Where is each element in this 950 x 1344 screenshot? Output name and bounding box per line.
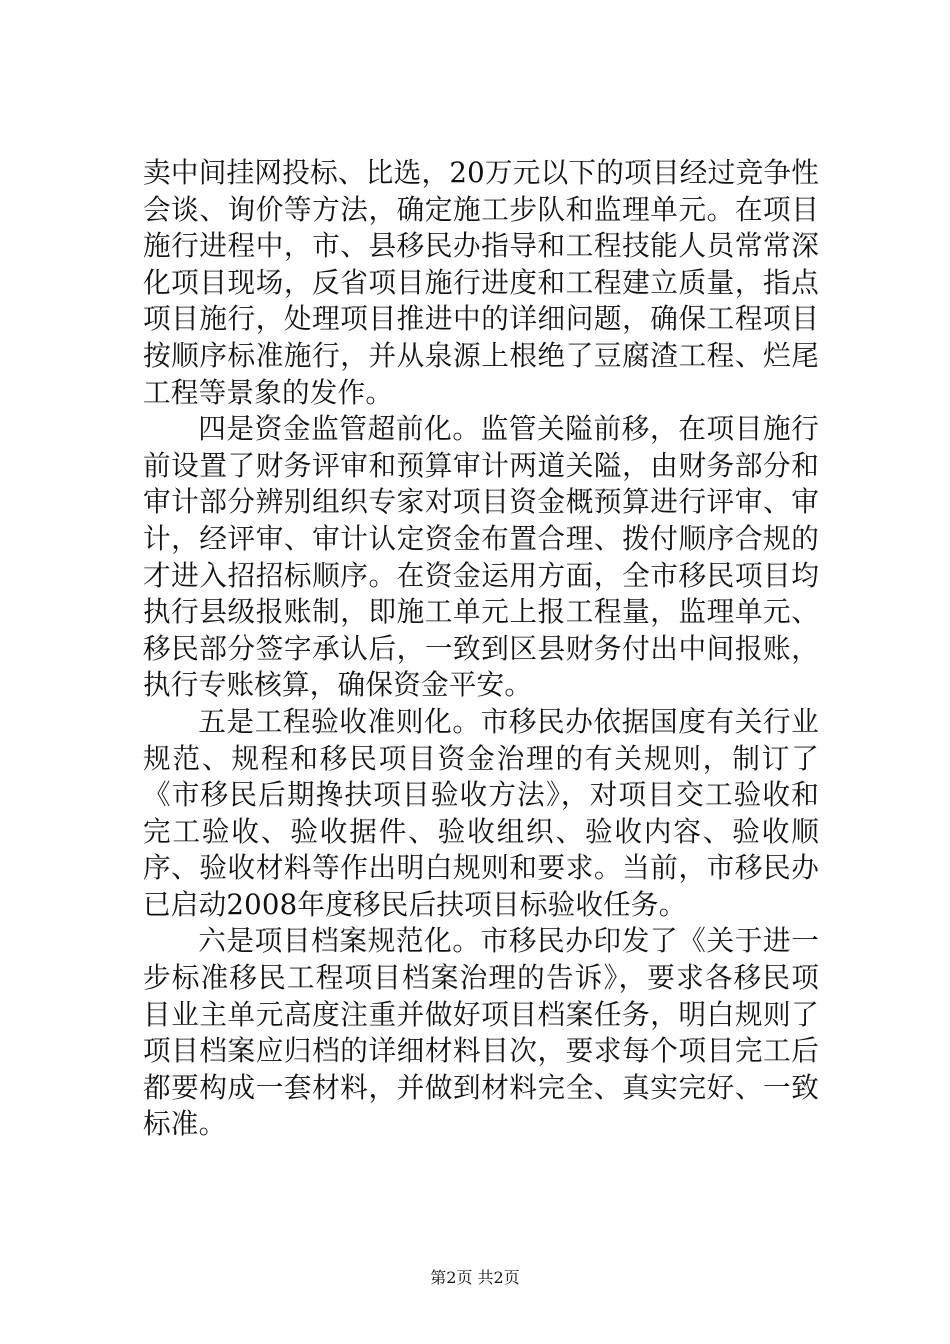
paragraph-continuation: 卖中间挂网投标、比选，20万元以下的项目经过竞争性会谈、询价等方法，确定施工步队和监理单元。在项目施行进程中，市、县移民办指导和工程技能人员常常深化项目现场，反省项目施行进度和工程建立质量，指点项目施行，处理项目推进中的详细问题，确保工程项目按顺序标准施行，并从泉源上根绝了豆腐渣工程、烂尾工程等景象的发作。	[143, 156, 819, 409]
page-footer: 第2页 共2页	[430, 1268, 520, 1287]
document-body	[143, 155, 819, 1143]
paragraph-archive-standard: 六是项目档案规范化。市移民办印发了《关于进一步标准移民工程项目档案治理的告诉》，要求各移民项目业主单元高度注重并做好项目档案任务，明白规则了项目档案应归档的详细材料目次，要求每个项目完工后都要构成一套材料，并做到材料完全、真实完好、一致标准。	[143, 924, 819, 1141]
paragraph-acceptance-rules: 五是工程验收准则化。市移民办依据国度有关行业规范、规程和移民项目资金治理的有关规则，制订了《市移民后期搀扶项目验收方法》，对项目交工验收和完工验收、验收据件、验收组织、验收内容、验收顺序、验收材料等作出明白规则和要求。当前，市移民办已启动2008年度移民后扶项目标验收任务。	[143, 704, 819, 921]
paragraph-fund-supervision: 四是资金监管超前化。监管关隘前移，在项目施行前设置了财务评审和预算审计两道关隘，由财务部分和审计部分辨别组织专家对项目资金概预算进行评审、审计，经评审、审计认定资金布置合理、拨付顺序合规的才进入招招标顺序。在资金运用方面，全市移民项目均执行县级报账制，即施工单元上报工程量，监理单元、移民部分签字承认后，一致到区县财务付出中间报账，执行专账核算，确保资金平安。	[143, 412, 819, 702]
